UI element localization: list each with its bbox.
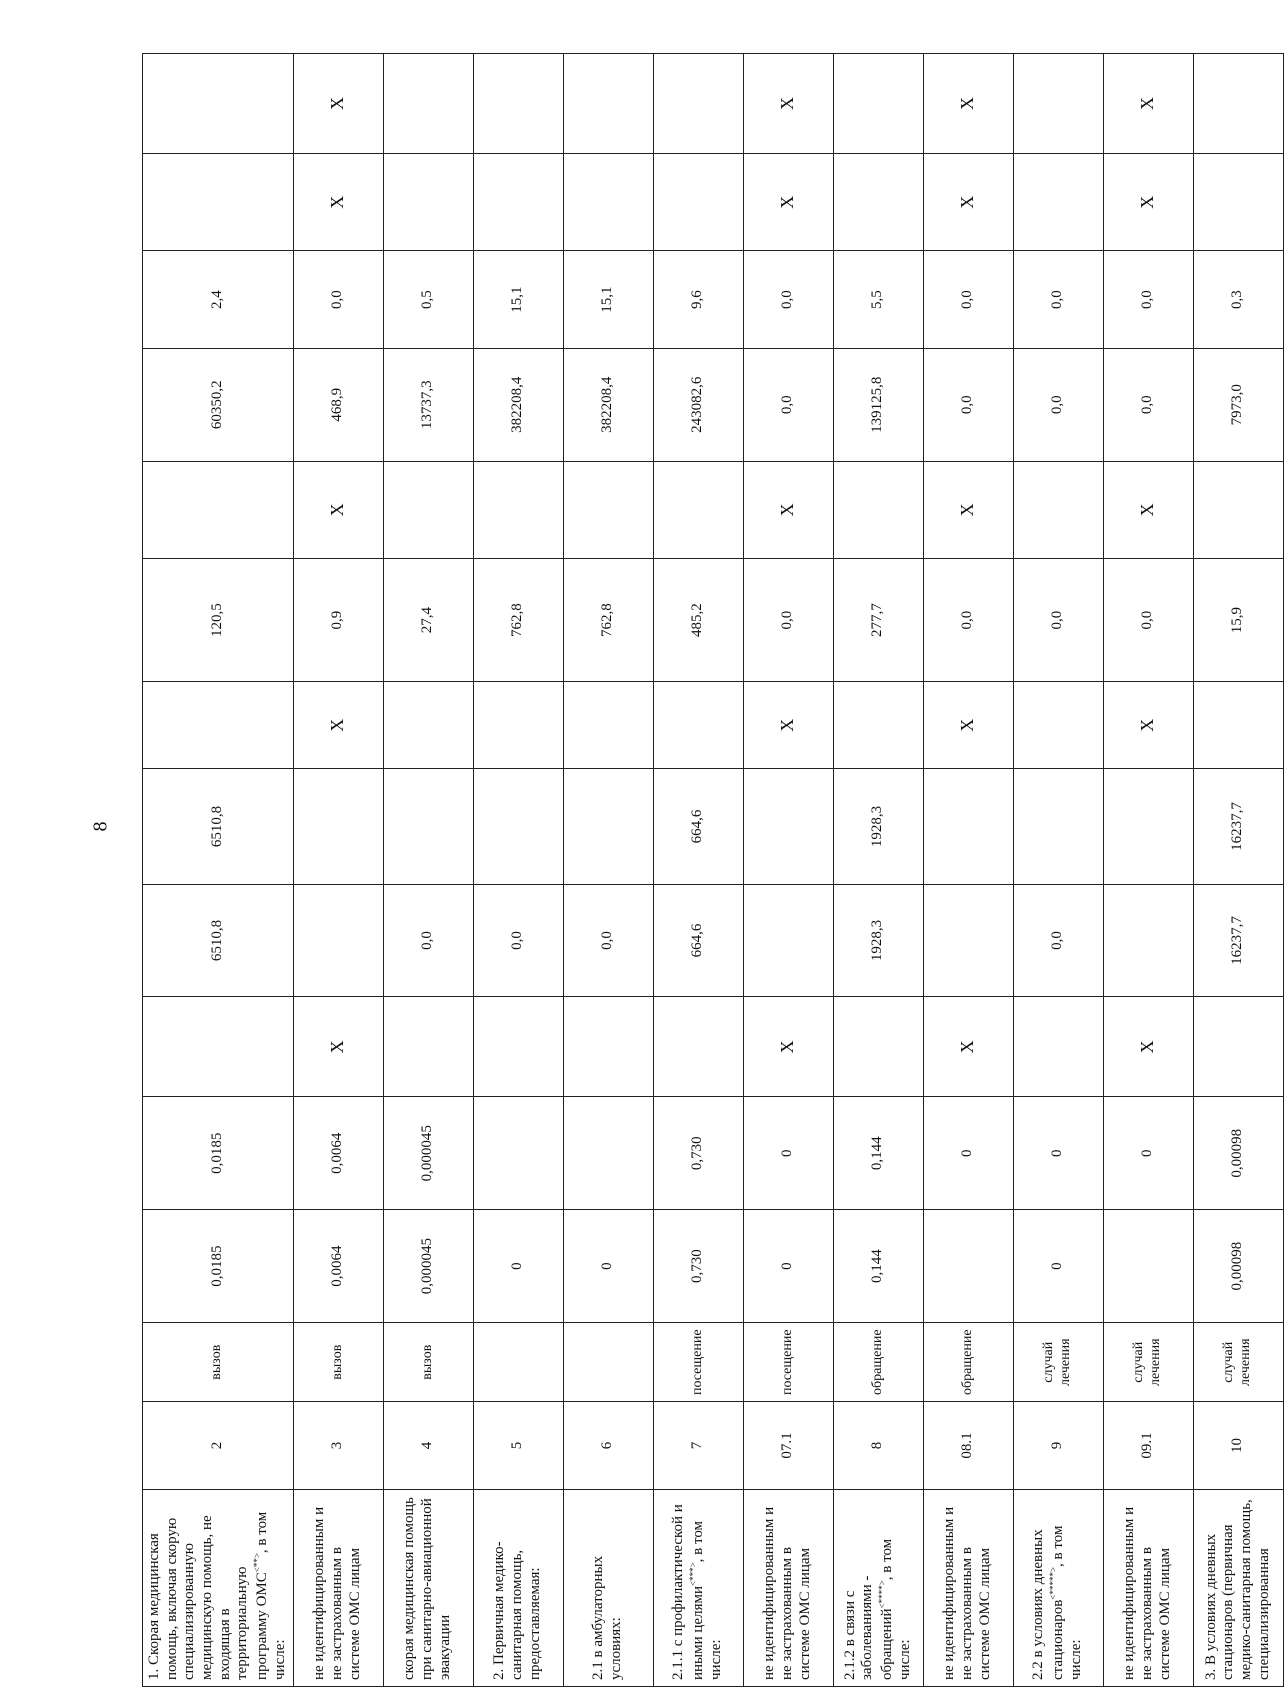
value-cell: 0,730	[653, 1210, 743, 1323]
value-cell: X	[923, 154, 1013, 251]
table-row	[143, 54, 294, 1687]
value-cell: 0,00098	[1193, 1097, 1283, 1210]
value-cell: 0,144	[833, 1210, 923, 1323]
value-cell	[383, 154, 473, 251]
value-cell: 120,5	[143, 559, 294, 682]
unit-cell: вызов	[383, 1322, 473, 1401]
row-title: 2. Первичная медико-санитарная помощь, предоставляемая:	[491, 1541, 543, 1680]
value-cell	[1103, 884, 1193, 997]
row-title-tail: , в том числе:	[690, 1520, 724, 1680]
footnote-mark: <****>	[877, 1580, 887, 1609]
value-cell	[473, 154, 563, 251]
value-cell: 0,0185	[143, 1210, 294, 1323]
value-cell: 0,00098	[1193, 1210, 1283, 1323]
value-cell	[473, 769, 563, 884]
value-cell: 1928,3	[833, 769, 923, 884]
value-cell: 0,000045	[383, 1210, 473, 1323]
table-row	[1193, 54, 1283, 1687]
value-cell: 762,8	[473, 559, 563, 682]
unit-cell: вызов	[293, 1322, 383, 1401]
row-number-cell: 6	[563, 1402, 653, 1489]
value-cell	[383, 682, 473, 769]
row-title-cell	[653, 1489, 743, 1686]
value-cell	[1013, 461, 1103, 558]
value-cell: X	[923, 997, 1013, 1097]
value-cell: 243082,6	[653, 348, 743, 461]
value-cell: 0,0	[743, 251, 833, 348]
page-number: 8	[89, 821, 112, 832]
row-title-cell	[923, 1489, 1013, 1686]
value-cell: X	[743, 154, 833, 251]
unit-cell: посещение	[743, 1322, 833, 1401]
value-cell: 664,6	[653, 769, 743, 884]
value-cell: X	[293, 997, 383, 1097]
table-body	[143, 54, 1284, 1687]
table-row	[833, 54, 923, 1687]
value-cell	[923, 769, 1013, 884]
value-cell: 0,0	[473, 884, 563, 997]
unit-cell: обращение	[923, 1322, 1013, 1401]
value-cell	[473, 682, 563, 769]
value-cell: 0,0	[1103, 559, 1193, 682]
value-cell: 15,1	[473, 251, 563, 348]
value-cell	[383, 997, 473, 1097]
value-cell: 0,730	[653, 1097, 743, 1210]
value-cell	[143, 54, 294, 154]
row-title: не идентифицированным и не застрахованным в системе ОМС лицам	[311, 1506, 363, 1680]
value-cell: 0,3	[1193, 251, 1283, 348]
row-title: 2.2 в условиях дневных стационаров	[1030, 1529, 1067, 1680]
table-row	[383, 54, 473, 1687]
value-cell: 664,6	[653, 884, 743, 997]
value-cell	[833, 461, 923, 558]
row-title: 1. Скорая медицинская помощь, включая скорую специализированную медицинскую помощь, не входящая в территориальную программу ОМС	[146, 1515, 271, 1680]
row-title-cell	[1193, 1489, 1283, 1686]
value-cell	[563, 997, 653, 1097]
unit-cell: посещение	[653, 1322, 743, 1401]
value-cell: 9,6	[653, 251, 743, 348]
value-cell: X	[923, 54, 1013, 154]
unit-cell: случай лечения	[1193, 1322, 1283, 1401]
value-cell: 0,0	[1013, 251, 1103, 348]
row-number-cell: 10	[1193, 1402, 1283, 1489]
row-number-cell: 7	[653, 1402, 743, 1489]
value-cell: 0	[1103, 1097, 1193, 1210]
value-cell: X	[1103, 54, 1193, 154]
row-number-cell: 08.1	[923, 1402, 1013, 1489]
value-cell: 0,0	[1103, 348, 1193, 461]
value-cell: X	[923, 461, 1013, 558]
value-cell: X	[293, 54, 383, 154]
value-cell: 0,0	[923, 251, 1013, 348]
value-cell	[1013, 154, 1103, 251]
value-cell	[473, 54, 563, 154]
row-number-cell: 07.1	[743, 1402, 833, 1489]
value-cell: 0,0185	[143, 1097, 294, 1210]
value-cell: 2,4	[143, 251, 294, 348]
value-cell	[1193, 154, 1283, 251]
value-cell	[1193, 461, 1283, 558]
value-cell	[473, 461, 563, 558]
value-cell	[1013, 769, 1103, 884]
value-cell	[1193, 997, 1283, 1097]
value-cell	[653, 682, 743, 769]
value-cell	[1103, 1210, 1193, 1323]
value-cell: 0	[743, 1097, 833, 1210]
value-cell	[473, 1097, 563, 1210]
table-row	[653, 54, 743, 1687]
value-cell	[923, 884, 1013, 997]
value-cell: 0,000045	[383, 1097, 473, 1210]
table-row	[743, 54, 833, 1687]
unit-cell: обращение	[833, 1322, 923, 1401]
value-cell	[143, 154, 294, 251]
value-cell: 0,144	[833, 1097, 923, 1210]
row-title-cell	[1103, 1489, 1193, 1686]
value-cell	[833, 997, 923, 1097]
value-cell: 382208,4	[563, 348, 653, 461]
value-cell	[653, 997, 743, 1097]
value-cell	[1013, 997, 1103, 1097]
value-cell: X	[1103, 461, 1193, 558]
table-row	[1013, 54, 1103, 1687]
value-cell	[383, 769, 473, 884]
unit-cell	[473, 1322, 563, 1401]
value-cell: 15,9	[1193, 559, 1283, 682]
row-title: не идентифицированным и не застрахованным в системе ОМС лицам	[941, 1506, 993, 1680]
value-cell	[653, 54, 743, 154]
value-cell: 15,1	[563, 251, 653, 348]
value-cell: 27,4	[383, 559, 473, 682]
value-cell	[383, 54, 473, 154]
row-title-cell	[833, 1489, 923, 1686]
value-cell: X	[1103, 154, 1193, 251]
value-cell	[923, 1210, 1013, 1323]
value-cell: X	[293, 682, 383, 769]
value-cell	[833, 154, 923, 251]
value-cell	[1193, 54, 1283, 154]
row-title-cell	[143, 1489, 294, 1686]
value-cell	[833, 682, 923, 769]
financing-table	[142, 53, 1284, 1687]
value-cell	[1013, 54, 1103, 154]
value-cell: X	[293, 461, 383, 558]
value-cell: 0,0	[1013, 884, 1103, 997]
value-cell: 60350,2	[143, 348, 294, 461]
value-cell: 0,0064	[293, 1210, 383, 1323]
value-cell	[1193, 682, 1283, 769]
value-cell: 0	[923, 1097, 1013, 1210]
unit-cell	[563, 1322, 653, 1401]
row-title-tail: , в том числе:	[254, 1511, 288, 1680]
unit-cell: вызов	[143, 1322, 294, 1401]
value-cell: 16237,7	[1193, 769, 1283, 884]
value-cell: 762,8	[563, 559, 653, 682]
value-cell: 5,5	[833, 251, 923, 348]
footnote-mark: <**>	[252, 1553, 263, 1573]
row-title-cell	[383, 1489, 473, 1686]
value-cell: 0,0064	[293, 1097, 383, 1210]
value-cell	[653, 154, 743, 251]
unit-cell: случай лечения	[1013, 1322, 1103, 1401]
row-title-cell	[473, 1489, 563, 1686]
value-cell: 0	[473, 1210, 563, 1323]
row-number-cell: 9	[1013, 1402, 1103, 1489]
row-title: не идентифицированным и не застрахованным в системе ОМС лицам	[761, 1506, 813, 1680]
value-cell: 0,0	[743, 559, 833, 682]
footnote-mark: <***>	[688, 1562, 699, 1586]
row-title-cell	[1013, 1489, 1103, 1686]
row-title-tail: , в том числе:	[879, 1538, 913, 1680]
value-cell: 0,5	[383, 251, 473, 348]
value-cell: 1928,3	[833, 884, 923, 997]
value-cell: 0	[1013, 1097, 1103, 1210]
value-cell	[293, 769, 383, 884]
row-title-cell	[743, 1489, 833, 1686]
value-cell: 139125,8	[833, 348, 923, 461]
value-cell	[563, 1097, 653, 1210]
value-cell: 7973,0	[1193, 348, 1283, 461]
value-cell: 0,0	[563, 884, 653, 997]
value-cell: 0,0	[923, 559, 1013, 682]
value-cell: 0,9	[293, 559, 383, 682]
value-cell: X	[743, 54, 833, 154]
value-cell	[743, 769, 833, 884]
value-cell	[293, 884, 383, 997]
value-cell	[563, 154, 653, 251]
value-cell	[563, 461, 653, 558]
row-number-cell: 5	[473, 1402, 563, 1489]
row-title: 2.1 в амбулаторных условиях:	[590, 1555, 624, 1680]
row-title: скорая медицинская помощь при санитарно-авиационной эвакуации	[401, 1497, 453, 1680]
value-cell: X	[1103, 997, 1193, 1097]
row-title-cell	[563, 1489, 653, 1686]
value-cell: 0,0	[743, 348, 833, 461]
value-cell	[143, 682, 294, 769]
table-row	[923, 54, 1013, 1687]
row-number-cell: 8	[833, 1402, 923, 1489]
value-cell: 0,0	[293, 251, 383, 348]
row-title: не идентифицированным и не застрахованным в системе ОМС лицам	[1121, 1506, 1173, 1680]
value-cell: X	[923, 682, 1013, 769]
value-cell: 0,0	[383, 884, 473, 997]
value-cell	[1103, 769, 1193, 884]
value-cell: 6510,8	[143, 884, 294, 997]
value-cell: 13737,3	[383, 348, 473, 461]
value-cell: X	[743, 997, 833, 1097]
value-cell	[653, 461, 743, 558]
unit-cell: случай лечения	[1103, 1322, 1193, 1401]
value-cell	[743, 884, 833, 997]
value-cell	[143, 997, 294, 1097]
table-row	[473, 54, 563, 1687]
table-row	[1103, 54, 1193, 1687]
value-cell	[563, 682, 653, 769]
row-number-cell: 09.1	[1103, 1402, 1193, 1489]
value-cell: X	[1103, 682, 1193, 769]
value-cell: 0,0	[923, 348, 1013, 461]
value-cell: 0,0	[1103, 251, 1193, 348]
value-cell	[833, 54, 923, 154]
value-cell: 16237,7	[1193, 884, 1283, 997]
value-cell: 382208,4	[473, 348, 563, 461]
value-cell	[143, 461, 294, 558]
value-cell: X	[293, 154, 383, 251]
value-cell: 0	[743, 1210, 833, 1323]
footnote-mark: <*****>	[1048, 1566, 1059, 1600]
value-cell: 0,0	[1013, 348, 1103, 461]
value-cell	[383, 461, 473, 558]
value-cell: 277,7	[833, 559, 923, 682]
value-cell	[1013, 682, 1103, 769]
value-cell: 0	[563, 1210, 653, 1323]
value-cell	[473, 997, 563, 1097]
value-cell: 468,9	[293, 348, 383, 461]
value-cell: 0,0	[1013, 559, 1103, 682]
row-number-cell: 4	[383, 1402, 473, 1489]
row-title-tail: , в том числе:	[1050, 1525, 1084, 1680]
value-cell	[563, 54, 653, 154]
row-number-cell: 3	[293, 1402, 383, 1489]
row-title: 3. В условиях дневных стационаров (первичная медико-санитарная помощь, специализированная	[1202, 1499, 1272, 1680]
value-cell: 6510,8	[143, 769, 294, 884]
value-cell: X	[743, 682, 833, 769]
row-title: 2.1.1 с профилактической и иными целями	[670, 1504, 707, 1680]
value-cell: X	[743, 461, 833, 558]
table-row	[293, 54, 383, 1687]
row-number-cell: 2	[143, 1402, 294, 1489]
row-title: 2.1.2 в связи с заболеваниями - обращений	[841, 1575, 895, 1680]
row-title-cell	[293, 1489, 383, 1686]
value-cell: 0	[1013, 1210, 1103, 1323]
table-row	[563, 54, 653, 1687]
value-cell	[563, 769, 653, 884]
table-frame	[142, 53, 1272, 1687]
value-cell: 485,2	[653, 559, 743, 682]
